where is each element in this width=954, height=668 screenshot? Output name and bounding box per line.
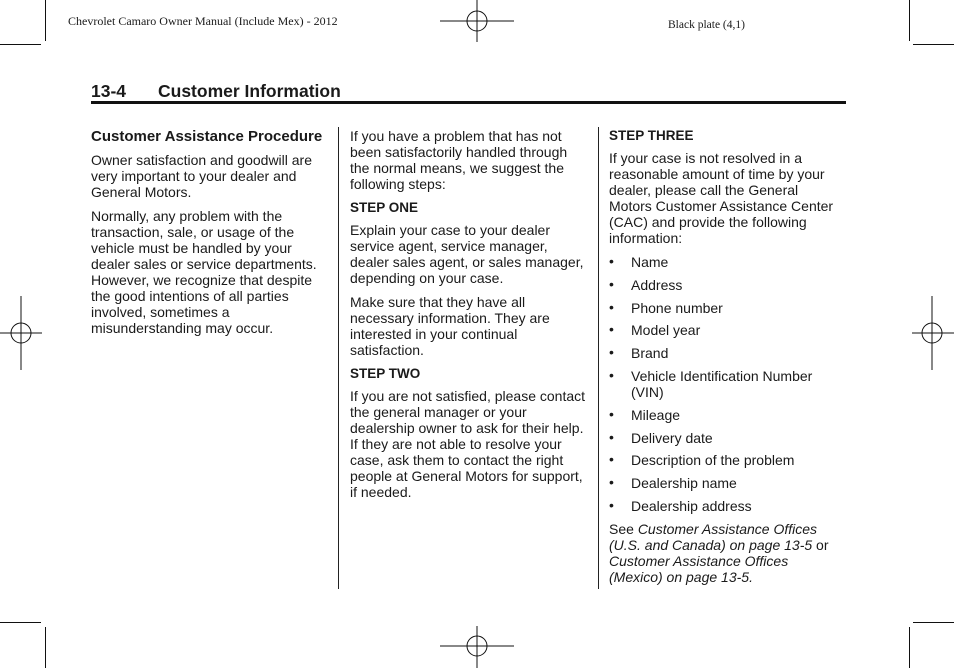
list-item: • Description of the problem <box>609 451 795 469</box>
list-item: • Model year <box>609 321 701 339</box>
list-item: • Delivery date <box>609 428 713 446</box>
title-rule <box>91 101 846 104</box>
paragraph: Make sure that they have all necessary information. They are interested in your continual satisfaction. <box>350 294 550 358</box>
link-customer-assistance-offices-us-canada[interactable]: Customer Assistance Offices (U.S. and Canada) on page 13-5 <box>609 520 818 553</box>
bullet-icon: • <box>609 428 614 445</box>
section-number: 13-4 <box>91 81 127 101</box>
crop-mark-bottom-right-horizontal <box>913 622 954 623</box>
paragraph: If you have a problem that has not been satisfactorily handled through the normal means, we suggest the following steps: <box>350 128 568 192</box>
information-list <box>609 254 841 514</box>
crop-mark-top-right-vertical <box>909 0 910 41</box>
column-1 <box>91 128 331 344</box>
step-three-label: STEP THREE <box>609 128 694 143</box>
list-item: • Vehicle Identification Number (VIN) <box>609 366 813 400</box>
link-customer-assistance-offices-mexico[interactable]: Customer Assistance Offices (Mexico) on page 13-5 <box>609 552 789 585</box>
cross-reference-paragraph: See Customer Assistance Offices (U.S. and Canada) on page 13-5 or Customer Assistance Offices (Mexico) on page 13-5. <box>609 520 829 585</box>
registration-mark-top-icon <box>437 0 517 44</box>
registration-mark-left-icon <box>0 296 42 372</box>
header-plate-label: Black plate (4,1) <box>668 19 745 31</box>
section-title: Customer Information <box>158 81 341 101</box>
paragraph: Normally, any problem with the transaction, sale, or usage of the vehicle must be handled by your dealer sales or service departments. However, we recognize that despite the good intentions of all parties involved, sometimes a misunderstanding may occur. <box>91 208 317 336</box>
list-item: • Mileage <box>609 405 681 423</box>
crop-mark-bottom-left-horizontal <box>0 622 41 623</box>
list-item: • Name <box>609 253 669 270</box>
list-item: • Dealership name <box>609 474 737 492</box>
bullet-icon: • <box>609 344 614 361</box>
bullet-icon: • <box>609 405 614 422</box>
list-item: • Address <box>609 275 683 293</box>
column-divider-2 <box>598 127 599 589</box>
crop-mark-bottom-right-vertical <box>909 627 910 668</box>
bullet-icon: • <box>609 496 614 513</box>
paragraph: Owner satisfaction and goodwill are very important to your dealer and General Motors. <box>91 152 313 200</box>
bullet-icon: • <box>609 321 614 338</box>
list-item: • Phone number <box>609 298 723 316</box>
crop-mark-top-left-horizontal <box>0 44 41 45</box>
paragraph: Explain your case to your dealer service agent, service manager, dealer sales agent, or sales manager, depending on your case. <box>350 222 584 286</box>
list-item: • Dealership address <box>609 496 752 514</box>
bullet-icon: • <box>609 298 614 315</box>
registration-mark-bottom-icon <box>437 626 517 668</box>
bullet-icon: • <box>609 451 614 468</box>
step-one-label: STEP ONE <box>350 200 419 215</box>
paragraph: If your case is not resolved in a reasonable amount of time by your dealer, please call the General Motors Customer Assistance Center (CAC) and provide the following information: <box>609 150 834 246</box>
bullet-icon: • <box>609 474 614 491</box>
column-3 <box>609 128 841 593</box>
list-item: • Brand <box>609 344 669 362</box>
paragraph: If you are not satisfied, please contact the general manager or your dealership owner to ask for their help. If they are not able to resolve your case, ask them to contact the right people at General Motors for support, if needed. <box>350 388 586 500</box>
crop-mark-top-left-vertical <box>45 0 46 41</box>
bullet-icon: • <box>609 253 614 269</box>
registration-mark-right-icon <box>912 296 954 372</box>
column-divider-1 <box>338 127 339 589</box>
header-document-title: Chevrolet Camaro Owner Manual (Include Mex) - 2012 <box>68 14 338 28</box>
step-two-label: STEP TWO <box>350 366 421 381</box>
column-2 <box>350 128 590 508</box>
page-title <box>91 81 341 102</box>
crop-mark-top-right-horizontal <box>913 44 954 45</box>
heading-customer-assistance-procedure: Customer Assistance Procedure <box>91 128 323 145</box>
bullet-icon: • <box>609 275 614 292</box>
bullet-icon: • <box>609 366 614 383</box>
crop-mark-bottom-left-vertical <box>45 627 46 668</box>
